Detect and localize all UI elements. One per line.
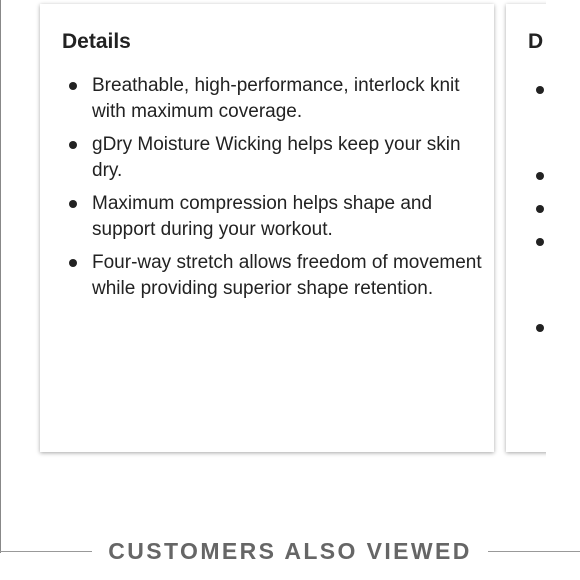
list-item-text: gDry Moisture Wicking helps keep your skin dry. — [92, 134, 461, 181]
bullet-icon — [536, 205, 544, 213]
divider — [0, 551, 92, 552]
bullet-icon — [536, 172, 544, 180]
list-item-text: Maximum compression helps shape and support during your workout. — [92, 193, 433, 240]
bullet-icon — [536, 324, 544, 332]
section-title: CUSTOMERS ALSO VIEWED — [108, 538, 472, 564]
bullet-icon — [536, 238, 544, 246]
list-item-text: Four-way stretch allows freedom of movement while providing superior shape retention. — [92, 252, 482, 299]
divider — [488, 551, 580, 552]
bullet-icon — [536, 86, 544, 94]
card-title: D — [528, 30, 544, 53]
next-card[interactable] — [506, 4, 546, 452]
section-header — [0, 537, 580, 565]
list-item-text: Breathable, high-performance, interlock knit with maximum coverage. — [92, 75, 460, 122]
card-title: Details — [62, 30, 131, 53]
